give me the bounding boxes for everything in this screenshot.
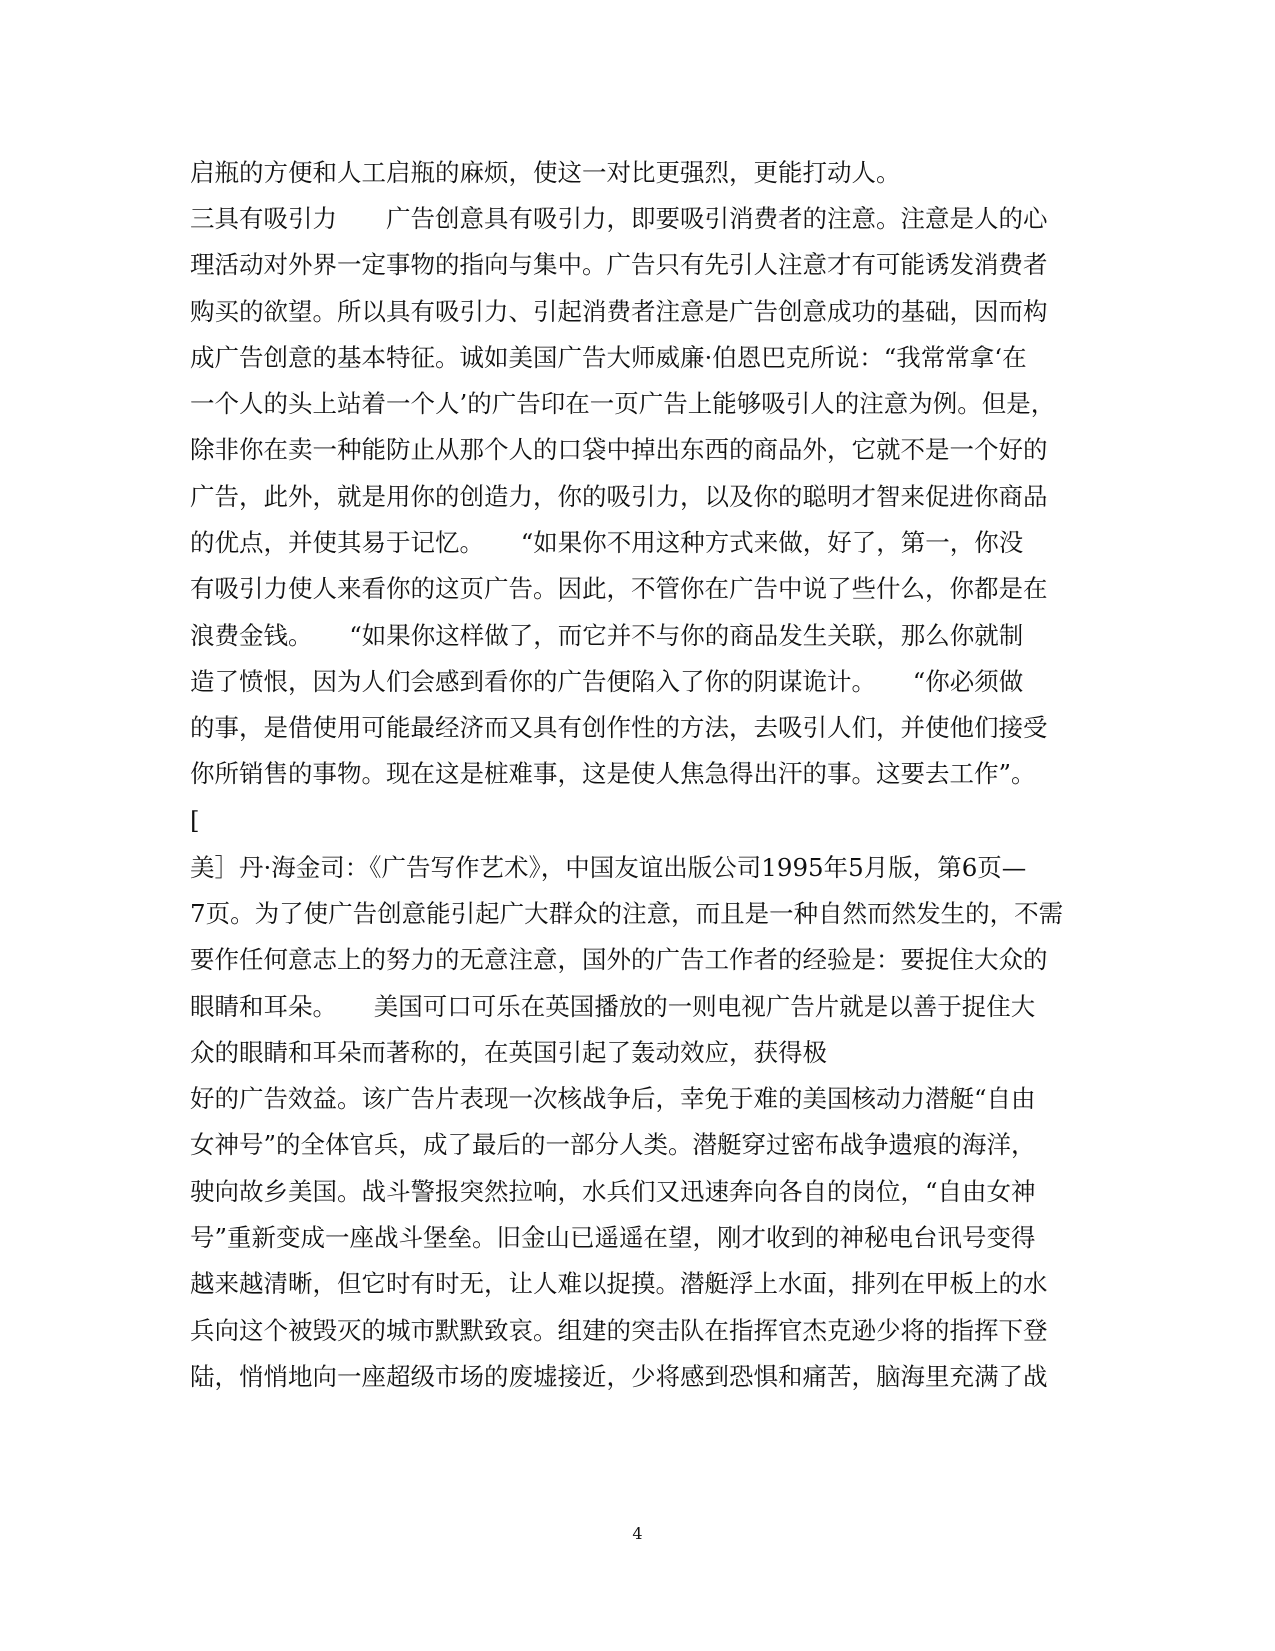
text-line: 广告，此外，就是用你的创造力，你的吸引力，以及你的聪明才智来促进你商品 [190,482,1048,511]
text-line: 一个人的头上站着一个人’的广告印在一页广告上能够吸引人的注意为例。但是， [190,389,1056,418]
text-line: 陆，悄悄地向一座超级市场的废墟接近，少将感到恐惧和痛苦，脑海里充满了战 [190,1362,1048,1391]
text-line: 女神号”的全体官兵，成了最后的一部分人类。潜艇穿过密布战争遗痕的海洋， [190,1130,1036,1159]
text-line: 好的广告效益。该广告片表现一次核战争后，幸免于难的美国核动力潜艇“自由 [190,1084,1036,1113]
text-line: 浪费金钱。 “如果你这样做了，而它并不与你的商品发生关联，那么你就制 [190,621,1024,650]
text-line: 你所销售的事物。现在这是桩难事，这是使人焦急得出汗的事。这要去工作”。 [190,759,1036,788]
text-line: 除非你在卖一种能防止从那个人的口袋中掉出东西的商品外，它就不是一个好的 [190,435,1048,464]
text-line: 造了愤恨，因为人们会感到看你的广告便陷入了你的阴谋诡计。 “你必须做 [190,667,1024,696]
text-line: 成广告创意的基本特征。诚如美国广告大师威廉·伯恩巴克所说：“我常常拿‘在 [190,343,1027,372]
text-line: 要作任何意志上的努力的无意注意，国外的广告工作者的经验是：要捉住大众的 [190,945,1048,974]
text-line: 购买的欲望。所以具有吸引力、引起消费者注意是广告创意成功的基础，因而构 [190,297,1048,326]
text-line: 号”重新变成一座战斗堡垒。旧金山已遥遥在望，刚才收到的神秘电台讯号变得 [190,1223,1036,1252]
text-line: 三具有吸引力 广告创意具有吸引力，即要吸引消费者的注意。注意是人的心 [190,204,1048,233]
text-line: 7页。为了使广告创意能引起广大群众的注意，而且是一种自然而然发生的，不需 [190,899,1064,928]
text-line: 美］丹·海金司：《广告写作艺术》，中国友谊出版公司1995年5月版，第6页— [190,853,1027,882]
text-line: 兵向这个被毁灭的城市默默致哀。组建的突击队在指挥官杰克逊少将的指挥下登 [190,1316,1048,1345]
text-line: 的事，是借使用可能最经济而又具有创作性的方法，去吸引人们，并使他们接受 [190,713,1048,742]
text-line: 众的眼睛和耳朵而著称的，在英国引起了轰动效应，获得极 [190,1038,827,1067]
text-line: 启瓶的方便和人工启瓶的麻烦，使这一对比更强烈，更能打动人。 [190,158,901,187]
text-line: 有吸引力使人来看你的这页广告。因此，不管你在广告中说了些什么，你都是在 [190,574,1048,603]
page-number: 4 [632,1524,643,1543]
text-line: 理活动对外界一定事物的指向与集中。广告只有先引人注意才有可能诱发消费者 [190,250,1048,279]
text-line: 驶向故乡美国。战斗警报突然拉响，水兵们又迅速奔向各自的岗位，“自由女神 [190,1177,1036,1206]
text-line: 眼睛和耳朵。 美国可口可乐在英国播放的一则电视广告片就是以善于捉住大 [190,992,1036,1021]
text-line: 越来越清晰，但它时有时无，让人难以捉摸。潜艇浮上水面，排列在甲板上的水 [190,1269,1048,1298]
text-line: 的优点，并使其易于记忆。 “如果你不用这种方式来做，好了，第一，你没 [190,528,1024,557]
text-line: [ [190,806,200,835]
